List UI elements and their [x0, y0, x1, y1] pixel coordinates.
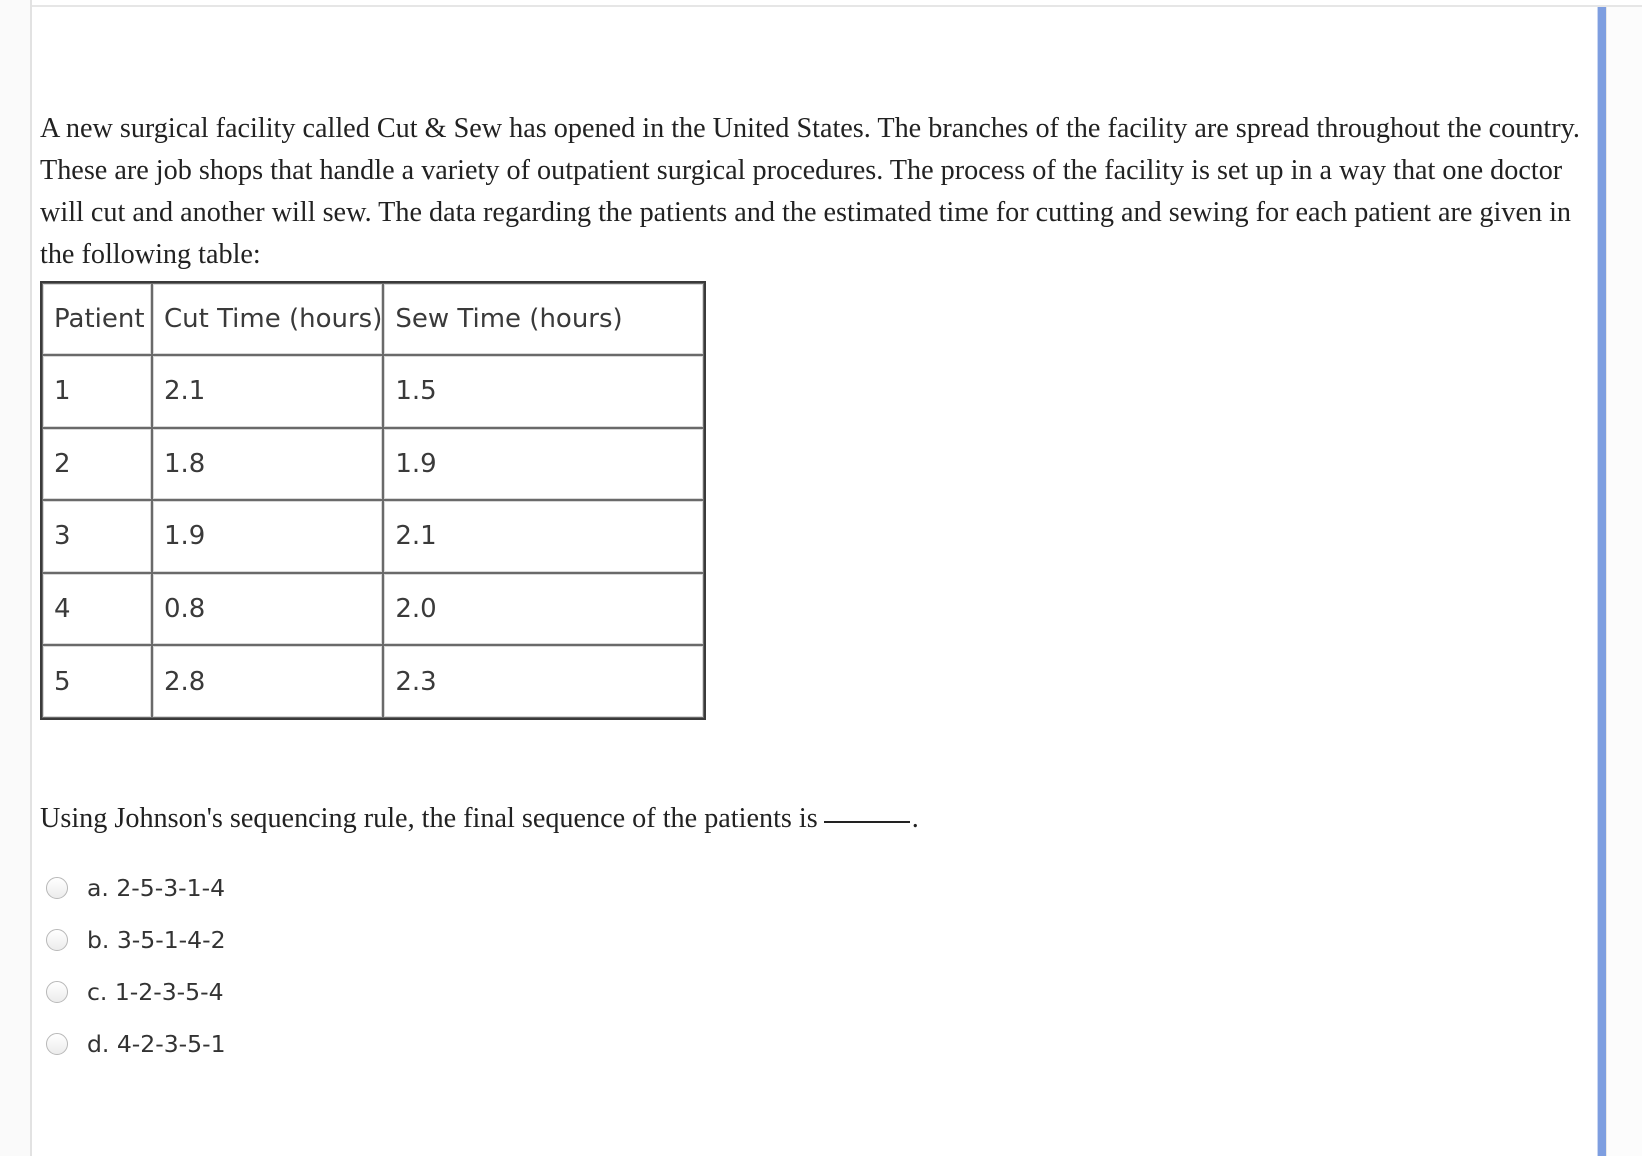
- option-c-label[interactable]: c. 1-2-3-5-4: [87, 978, 224, 1006]
- table-row: [42, 573, 704, 646]
- header-patient: Patient: [42, 283, 152, 355]
- cell-sew-time: 2.1: [383, 500, 704, 573]
- header-sew-time: Sew Time (hours): [383, 283, 704, 355]
- table-row: [42, 645, 704, 718]
- table-row: [42, 500, 704, 573]
- option-d-label[interactable]: d. 4-2-3-5-1: [87, 1030, 226, 1058]
- prompt-period: .: [911, 803, 919, 834]
- cell-sew-time: 1.5: [383, 355, 704, 428]
- cell-patient: 4: [42, 573, 152, 646]
- top-divider: [0, 5, 1642, 7]
- radio-button-b[interactable]: [46, 929, 68, 951]
- cell-patient: 3: [42, 500, 152, 573]
- cell-patient: 5: [42, 645, 152, 718]
- cell-cut-time: 1.8: [152, 428, 383, 501]
- patient-time-table: [40, 281, 706, 720]
- option-a[interactable]: [46, 862, 226, 914]
- cell-cut-time: 2.8: [152, 645, 383, 718]
- prompt-text: Using Johnson's sequencing rule, the final sequence of the patients is: [40, 803, 818, 834]
- radio-button-a[interactable]: [46, 877, 68, 899]
- option-a-label[interactable]: a. 2-5-3-1-4: [87, 874, 226, 902]
- header-cut-time: Cut Time (hours): [152, 283, 383, 355]
- question-prompt: [40, 798, 919, 840]
- option-c[interactable]: [46, 966, 226, 1018]
- answer-options: [46, 862, 226, 1070]
- cell-patient: 2: [42, 428, 152, 501]
- option-d[interactable]: [46, 1018, 226, 1070]
- cell-cut-time: 0.8: [152, 573, 383, 646]
- radio-button-c[interactable]: [46, 981, 68, 1003]
- table-header-row: [42, 283, 704, 355]
- cell-sew-time: 1.9: [383, 428, 704, 501]
- option-b-label[interactable]: b. 3-5-1-4-2: [87, 926, 226, 954]
- cell-patient: 1: [42, 355, 152, 428]
- question-intro: A new surgical facility called Cut & Sew has opened in the United States. The branches of the facility are spread throughout the country. These are job shops that handle a variety of outpatient surgical procedures. The process of the facility is set up in a way that one doctor will cut and another will sew. The data regarding the patients and the estimated time for cutting and sewing for each patient are given in the following table:: [40, 113, 1580, 270]
- answer-blank: [824, 821, 910, 823]
- option-b[interactable]: [46, 914, 226, 966]
- cell-cut-time: 1.9: [152, 500, 383, 573]
- right-pane: [1606, 7, 1642, 1156]
- table-row: [42, 428, 704, 501]
- cell-sew-time: 2.3: [383, 645, 704, 718]
- cell-cut-time: 2.1: [152, 355, 383, 428]
- radio-button-d[interactable]: [46, 1033, 68, 1055]
- left-gutter: [0, 0, 32, 1156]
- cell-sew-time: 2.0: [383, 573, 704, 646]
- table-row: [42, 355, 704, 428]
